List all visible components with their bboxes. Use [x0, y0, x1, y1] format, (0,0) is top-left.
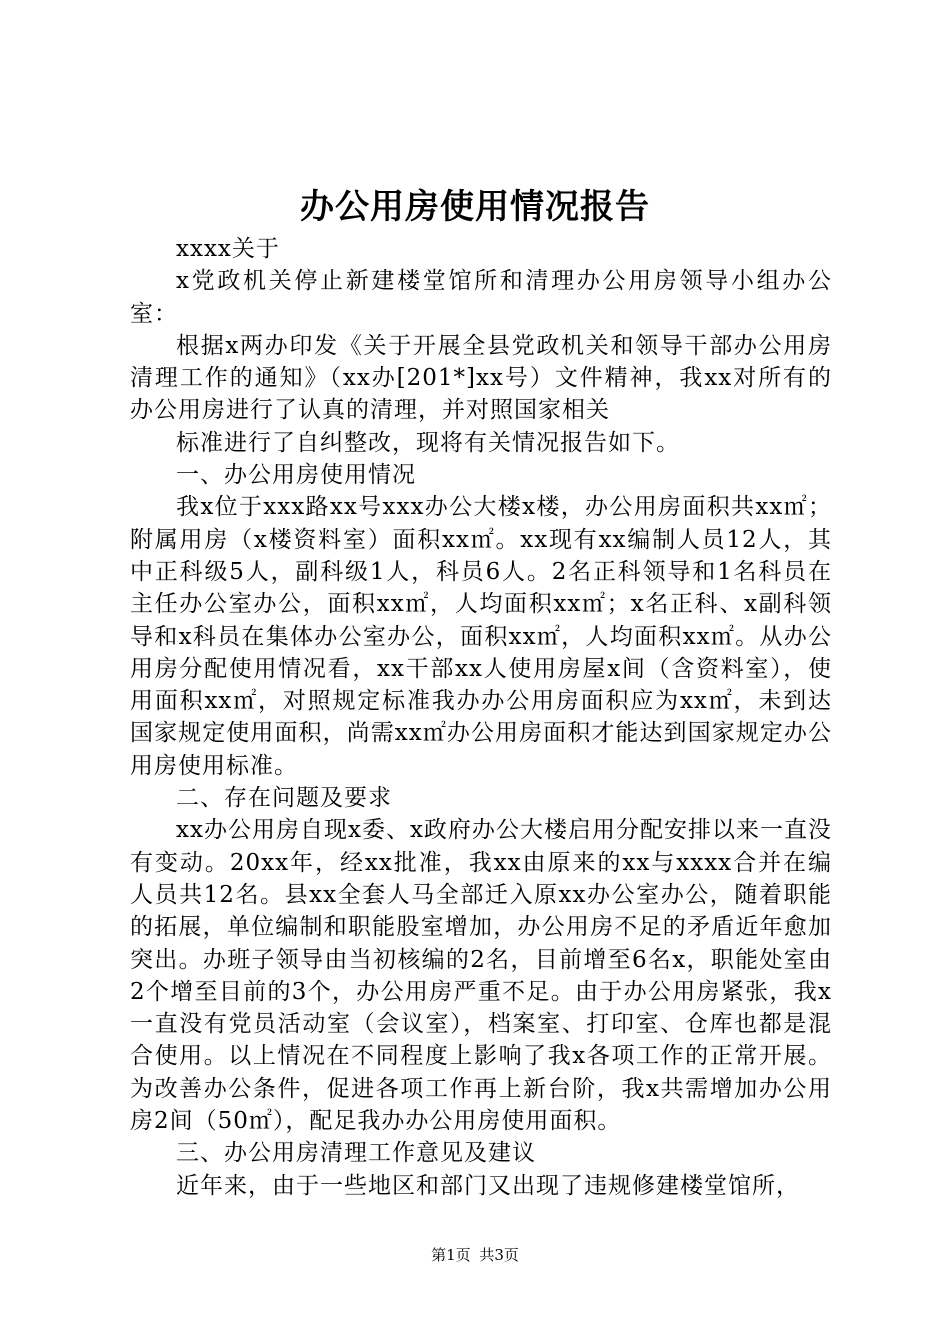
document-title: 办公用房使用情况报告: [300, 187, 650, 227]
paragraph-intro: 根据x两办印发《关于开展全县党政机关和领导干部办公用房清理工作的通知》（xx办[201*]xx号）文件精神，我xx对所有的办公用房进行了认真的清理，并对照国家相关: [130, 332, 832, 424]
section-heading-2: 二、存在问题及要求: [176, 785, 392, 812]
paragraph-suggestions: 近年来，由于一些地区和部门又出现了违规修建楼堂馆所，: [176, 1172, 800, 1199]
paragraph-problems: xx办公用房自现x委、x政府办公大楼启用分配安排以来一直没有变动。20xx年，经xx批准，我xx由原来的xx与xxxx合并在编人员共12名。县xx全套人马全部迁入原xx办公室办公，随着职能的拓展，单位编制和职能股室增加，办公用房不足的矛盾近年愈加突出。办班子领导由当初核编的2名，目前增至6名x，职能处室由2个增至目前的3个，办公用房严重不足。由于办公用房紧张，我x一直没有党员活动室（会议室），档案室、打印室、仓库也都是混合使用。以上情况在不同程度上影响了我x各项工作的正常开展。为改善办公条件，促进各项工作再上新台阶，我x共需增加办公用房2间（50㎡），配足我办办公用房使用面积。: [130, 817, 832, 1135]
section-heading-1: 一、办公用房使用情况: [176, 462, 416, 489]
page-number: 第1页: [431, 1246, 471, 1264]
document-body: [130, 233, 832, 1202]
paragraph-intro-continued: 标准进行了自纠整改，现将有关情况报告如下。: [176, 429, 680, 456]
page-footer: [0, 1245, 950, 1265]
paragraph-recipient-prefix: xxxx关于: [176, 236, 280, 262]
page-total: 共3页: [479, 1246, 519, 1264]
paragraph-recipient: x党政机关停止新建楼堂馆所和清理办公用房领导小组办公室：: [130, 268, 832, 327]
section-heading-3: 三、办公用房清理工作意见及建议: [176, 1140, 536, 1167]
paragraph-usage: 我x位于xxx路xx号xxx办公大楼x楼，办公用房面积共xx㎡；附属用房（x楼资料室）面积xx㎡。xx现有xx编制人员12人，其中正科级5人，副科级1人，科员6人。2名正科领导和1名科员在主任办公室办公，面积xx㎡，人均面积xx㎡；x名正科、x副科领导和x科员在集体办公室办公，面积xx㎡，人均面积xx㎡。从办公用房分配使用情况看，xx干部xx人使用房屋x间（含资料室），使用面积xx㎡，对照规定标准我办办公用房面积应为xx㎡，未到达国家规定使用面积，尚需xx㎡办公用房面积才能达到国家规定办公用房使用标准。: [130, 494, 832, 779]
